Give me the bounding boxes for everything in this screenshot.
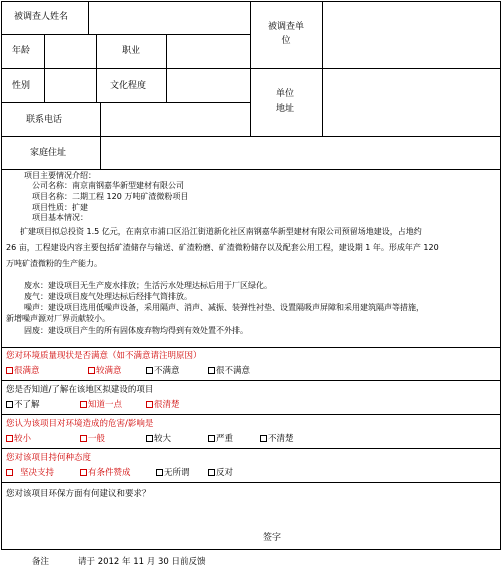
option-minor[interactable] [6, 434, 31, 445]
option-label: 较满意 [96, 366, 122, 376]
project-basic-line: 万吨矿渣微粉的生产能力。 [6, 259, 102, 268]
col-divider [322, 1, 323, 136]
option-considerable[interactable] [146, 434, 171, 445]
option-label: 很清楚 [154, 400, 180, 410]
form-border [1, 1, 501, 550]
note-label: 备注 [32, 557, 50, 567]
project-intro-title: 项目主要情况介绍： [24, 171, 96, 180]
option-label: 知道一点 [88, 400, 123, 410]
unit-label [256, 20, 316, 48]
question-environment-satisfaction: 您对环境质量现状是否满意（如不满意请注明原因） [6, 351, 202, 361]
option-indifferent[interactable] [156, 468, 190, 479]
option-moderate[interactable] [80, 434, 105, 445]
option-very-satisfied[interactable] [6, 366, 40, 377]
col-divider [250, 1, 251, 136]
unit-label-text: 被调查单位 [267, 22, 304, 46]
checkbox-icon [6, 367, 13, 374]
option-fairly-satisfied[interactable] [88, 366, 122, 377]
checkbox-icon [156, 469, 163, 476]
project-noise: 噪声：建设项目选用低噪声设备，采用隔声、消声、减振、装弹性衬垫、设置隔吸声屏障和采用建筑隔声等措施， [24, 303, 424, 312]
signature-label: 签字 [263, 533, 282, 543]
row-divider [1, 102, 250, 103]
col-divider [166, 34, 167, 102]
project-basic-line: 扩建项目拟总投资 1.5 亿元，在南京市浦口区沿江街道新化社区南钢嘉华新型建材有限公司预留场地建设，占地约 [20, 227, 422, 236]
project-name: 项目名称：二期工程 120 万吨矿渣微粉项目 [32, 192, 189, 201]
suggestion-question: 您对该项目环保方面有何建议和要求？ [6, 489, 151, 499]
checkbox-icon [6, 401, 13, 408]
checkbox-icon [208, 435, 215, 442]
phone-label: 联系电话 [26, 115, 63, 125]
checkbox-icon [208, 469, 215, 476]
row-divider [1, 448, 501, 449]
option-very-clear[interactable] [146, 400, 180, 411]
checkbox-icon [146, 367, 153, 374]
option-label: 一般 [88, 434, 106, 444]
row-divider [1, 68, 250, 69]
option-very-unsatisfied[interactable] [208, 366, 250, 377]
col-divider [100, 136, 101, 169]
question-project-awareness: 您是否知道/了解在该地区拟建设的项目 [6, 385, 154, 395]
project-noise: 新增噪声源对厂界贡献较小。 [6, 314, 110, 323]
checkbox-icon [80, 435, 87, 442]
option-label: 不了解 [14, 400, 40, 410]
project-basic-title: 项目基本情况： [32, 213, 88, 222]
question-environmental-impact: 您认为该项目对环境造成的危害/影响是 [6, 419, 154, 429]
row-divider [1, 136, 501, 137]
checkbox-icon [6, 435, 13, 442]
checkbox-icon [260, 435, 267, 442]
option-label: 较小 [14, 434, 32, 444]
checkbox-icon [208, 367, 215, 374]
option-know-a-little[interactable] [80, 400, 122, 411]
option-label: 坚决支持 [20, 468, 55, 478]
col-divider [96, 34, 97, 102]
row-divider [1, 482, 501, 483]
address-label [268, 87, 302, 117]
option-label: 严重 [216, 434, 234, 444]
checkbox-icon [6, 469, 13, 476]
option-conditional-approval[interactable] [80, 468, 131, 479]
row-divider [250, 68, 501, 69]
option-oppose[interactable] [208, 468, 233, 479]
col-divider [44, 34, 45, 102]
checkbox-icon [146, 435, 153, 442]
option-serious[interactable] [208, 434, 233, 445]
project-wastewater: 废水：建设项目无生产废水排放；生活污水处理达标后用于厂区绿化。 [24, 281, 272, 290]
row-divider [1, 347, 501, 348]
project-exhaust: 废气：建设项目废气处理达标后经排气筒排放。 [24, 292, 192, 301]
checkbox-icon [88, 367, 95, 374]
address-label-text: 单位地址 [275, 89, 294, 114]
home-address-label: 家庭住址 [30, 148, 67, 158]
option-label: 较大 [154, 434, 172, 444]
project-nature: 项目性质：扩建 [32, 203, 88, 212]
education-label: 文化程度 [110, 81, 147, 91]
col-divider [88, 1, 89, 34]
option-label: 无所谓 [164, 468, 190, 478]
row-divider [1, 34, 250, 35]
row-divider [1, 414, 501, 415]
col-divider [100, 102, 101, 136]
gender-label: 性别 [12, 81, 31, 91]
checkbox-icon [80, 469, 87, 476]
option-unsatisfied[interactable] [146, 366, 180, 377]
row-divider [1, 169, 501, 170]
project-basic-line: 26 亩，工程建设内容主要包括矿渣储存与输送、矿渣粉磨、矿渣微粉储存以及配套公用工程，建设期 1 年。形成年产 120 [6, 243, 439, 252]
option-label: 不清楚 [268, 434, 294, 444]
option-label: 很满意 [14, 366, 40, 376]
checkbox-icon [80, 401, 87, 408]
project-company: 公司名称：南京南钢嘉华新型建材有限公司 [32, 181, 184, 190]
option-label: 反对 [216, 468, 234, 478]
question-attitude: 您对该项目持何种态度 [6, 453, 92, 463]
option-unaware[interactable] [6, 400, 40, 411]
job-label: 职业 [122, 46, 141, 56]
option-label: 有条件赞成 [88, 468, 131, 478]
name-label: 被调查人姓名 [14, 12, 69, 22]
note-text: 请于 2012 年 11 月 30 日前反馈 [78, 557, 206, 567]
option-unsure[interactable] [260, 434, 294, 445]
option-label: 很不满意 [216, 366, 251, 376]
row-divider [1, 380, 501, 381]
age-label: 年龄 [12, 46, 31, 56]
checkbox-icon [146, 401, 153, 408]
option-label: 不满意 [154, 366, 180, 376]
option-strongly-support[interactable] [6, 468, 54, 479]
project-solid-waste: 固废：建设项目产生的所有固体废弃物均得到有效处置不外排。 [24, 326, 248, 335]
